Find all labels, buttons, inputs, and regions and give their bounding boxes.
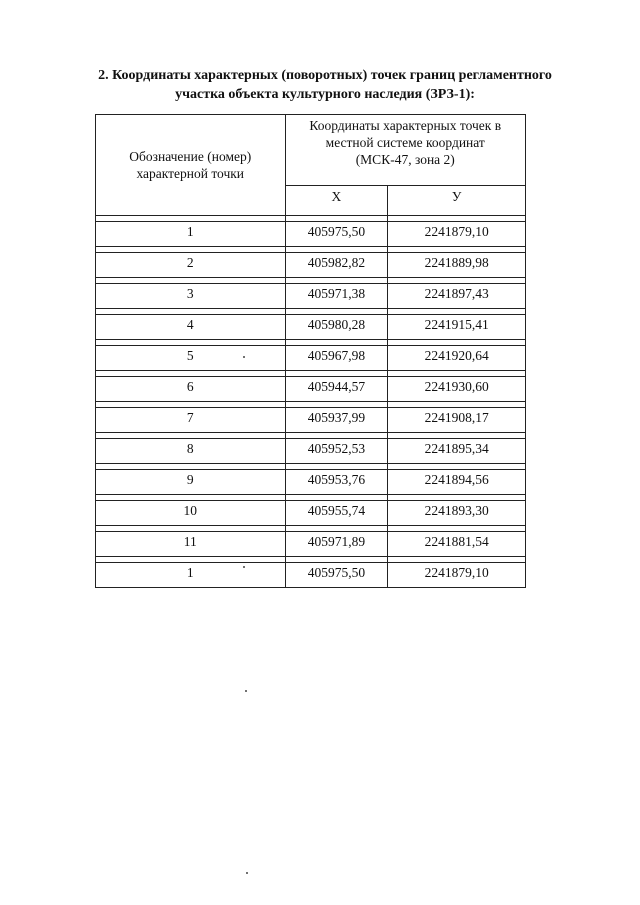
header-y: У	[388, 186, 526, 216]
y-cell: 2241897,43	[388, 284, 526, 309]
point-cell: 9	[96, 470, 286, 495]
table-row	[96, 532, 526, 557]
y-cell: 2241879,10	[388, 222, 526, 247]
header-x: X	[285, 186, 388, 216]
coordinates-table	[95, 114, 526, 588]
y-cell: 2241889,98	[388, 253, 526, 278]
point-cell: 6	[96, 377, 286, 402]
table-row	[96, 253, 526, 278]
y-cell: 2241930,60	[388, 377, 526, 402]
point-cell: 1	[96, 222, 286, 247]
point-cell: 5	[96, 346, 286, 371]
x-cell: 405953,76	[285, 470, 388, 495]
y-cell: 2241879,10	[388, 563, 526, 588]
point-cell: 10	[96, 501, 286, 526]
x-cell: 405955,74	[285, 501, 388, 526]
point-cell: 8	[96, 439, 286, 464]
y-cell: 2241908,17	[388, 408, 526, 433]
x-cell: 405975,50	[285, 563, 388, 588]
y-cell: 2241915,41	[388, 315, 526, 340]
point-cell: 1	[96, 563, 286, 588]
x-cell: 405982,82	[285, 253, 388, 278]
point-cell: 3	[96, 284, 286, 309]
table-row	[96, 377, 526, 402]
table-row	[96, 315, 526, 340]
speck	[243, 356, 245, 358]
x-cell: 405967,98	[285, 346, 388, 371]
table-row	[96, 563, 526, 588]
heading-line-2: участка объекта культурного наследия (ЗРЗ-1):	[175, 87, 475, 102]
x-cell: 405971,89	[285, 532, 388, 557]
table-row	[96, 222, 526, 247]
heading-line-1: 2. Координаты характерных (поворотных) точек границ регламентного	[98, 68, 552, 83]
point-cell: 2	[96, 253, 286, 278]
table-row	[96, 346, 526, 371]
table-row	[96, 408, 526, 433]
x-cell: 405944,57	[285, 377, 388, 402]
point-cell: 11	[96, 532, 286, 557]
table-row	[96, 439, 526, 464]
speck	[243, 566, 245, 568]
x-cell: 405952,53	[285, 439, 388, 464]
y-cell: 2241881,54	[388, 532, 526, 557]
header-coordinates: Координаты характерных точек в местной системе координат (МСК-47, зона 2)	[285, 115, 526, 186]
table-row	[96, 501, 526, 526]
x-cell: 405975,50	[285, 222, 388, 247]
y-cell: 2241893,30	[388, 501, 526, 526]
y-cell: 2241894,56	[388, 470, 526, 495]
point-cell: 4	[96, 315, 286, 340]
x-cell: 405980,28	[285, 315, 388, 340]
x-cell: 405971,38	[285, 284, 388, 309]
table-row	[96, 470, 526, 495]
y-cell: 2241895,34	[388, 439, 526, 464]
x-cell: 405937,99	[285, 408, 388, 433]
table-row	[96, 284, 526, 309]
table-body	[96, 216, 526, 588]
y-cell: 2241920,64	[388, 346, 526, 371]
header-point-designation: Обозначение (номер) характерной точки	[96, 115, 286, 216]
speck	[245, 690, 247, 692]
section-heading	[80, 66, 570, 104]
point-cell: 7	[96, 408, 286, 433]
speck	[246, 872, 248, 874]
